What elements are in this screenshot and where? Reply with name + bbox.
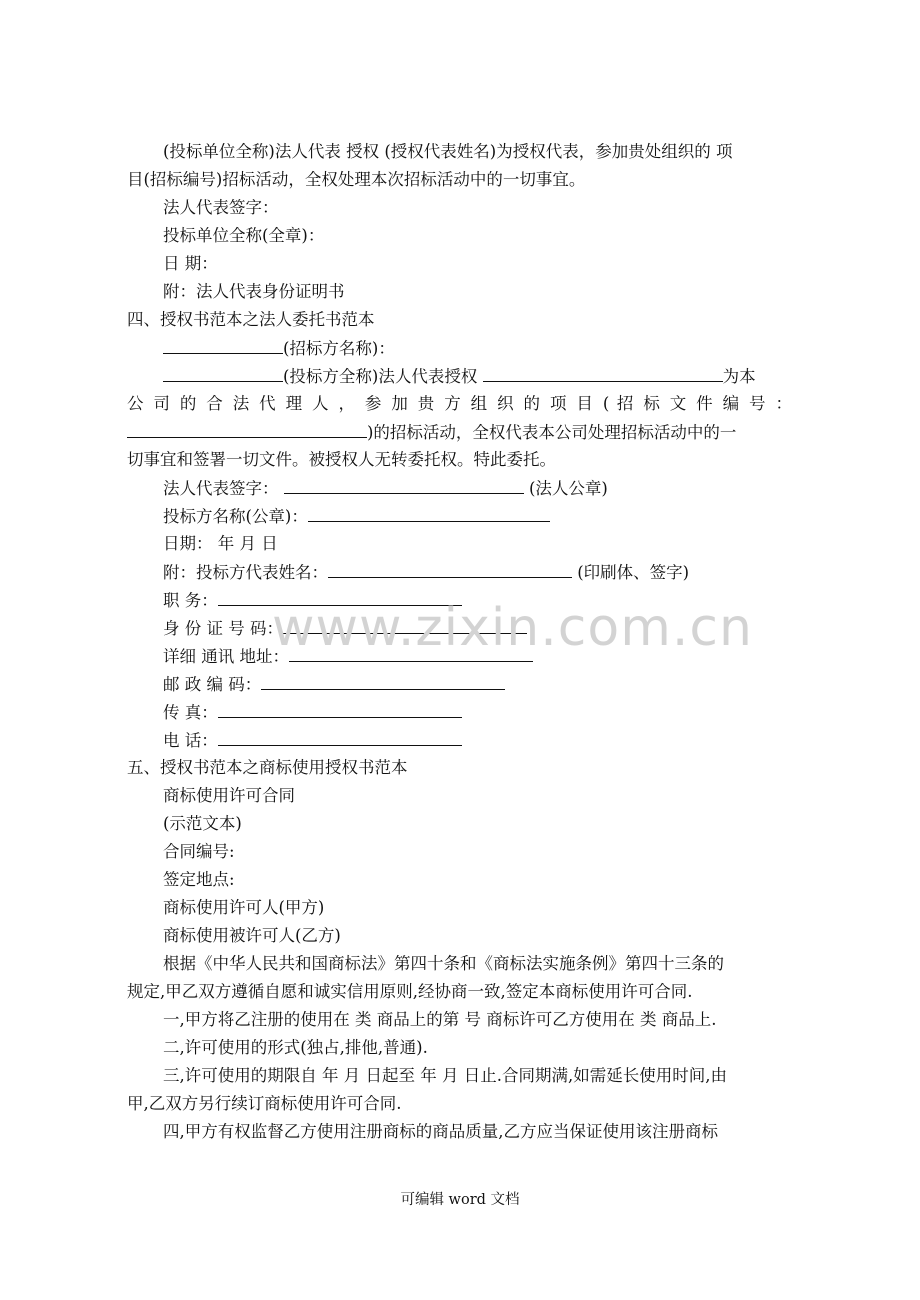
fill-blank: [218, 728, 462, 746]
text-line: 合同编号:: [163, 842, 235, 861]
text-line: 商标使用被许可人(乙方): [163, 926, 341, 945]
text-segment: 为本: [722, 367, 756, 386]
text-line: 日期： 年 月 日: [163, 534, 278, 553]
text-segment: (投标方全称)法人代表授权: [283, 367, 478, 386]
text-line: [127, 392, 792, 416]
page-footer: 可编辑 word 文档: [400, 1192, 520, 1208]
text-line: 根据《中华人民共和国商标法》第四十条和《商标法实施条例》第四十三条的: [163, 954, 724, 973]
text-segment: 邮 政 编 码：: [163, 675, 262, 694]
text-line: 法人代表签字：: [163, 198, 279, 217]
text-line: 商标使用许可合同: [163, 786, 295, 805]
text-line: [163, 728, 462, 753]
text-line: 商标使用许可人(甲方): [163, 898, 325, 917]
text-line: 附：法人代表身份证明书: [163, 282, 345, 301]
text-segment: 法人代表签字：: [163, 479, 279, 498]
text-line: 投标单位全称(全章)：: [163, 226, 325, 245]
text-segment: 职 务：: [163, 591, 218, 610]
text-line: (示范文本): [163, 814, 242, 833]
text-line: 一,甲方将乙注册的使用在 类 商品上的第 号 商标许可乙方使用在 类 商品上.: [163, 1010, 717, 1029]
text-line: 签定地点:: [163, 870, 235, 889]
text-line: 甲,乙双方另行续订商标使用许可合同.: [127, 1094, 402, 1113]
text-segment: 详细 通讯 地址：: [163, 647, 289, 666]
text-line: 切事宜和签署一切文件。被授权人无转委托权。特此委托。: [127, 450, 556, 469]
fill-blank: [328, 560, 572, 578]
fill-blank: [308, 504, 550, 522]
fill-blank: [284, 476, 524, 494]
text-line: 目(招标编号)招标活动，全权处理本次招标活动中的一切事宜。: [127, 170, 586, 189]
fill-blank: [127, 420, 367, 438]
text-line: 三,许可使用的期限自 年 月 日起至 年 月 日止.合同期满,如需延长使用时间,由: [163, 1066, 727, 1085]
text-line: 四,甲方有权监督乙方使用注册商标的商品质量,乙方应当保证使用该注册商标: [163, 1122, 718, 1141]
text-line: 规定,甲乙双方遵循自愿和诚实信用原则,经协商一致,签定本商标使用许可合同.: [127, 982, 693, 1001]
text-segment: (招标方名称)：: [283, 339, 395, 358]
text-line: [163, 476, 608, 501]
fill-blank: [218, 700, 462, 718]
text-segment: (印刷体、签字): [577, 563, 690, 582]
text-segment: )的招标活动，全权代表本公司处理招标活动中的一: [367, 423, 737, 442]
text-line: [163, 336, 395, 361]
fill-blank: [261, 672, 505, 690]
text-line: [163, 560, 689, 585]
text-line: [127, 420, 736, 445]
text-line: (投标单位全称)法人代表 授权 (授权代表姓名)为授权代表，参加贵处组织的 项: [163, 142, 733, 161]
text-line: [163, 504, 550, 529]
text-segment: (法人公章): [529, 479, 608, 498]
text-line: [163, 672, 505, 697]
text-segment: 传 真：: [163, 703, 218, 722]
text-segment: 附：投标方代表姓名：: [163, 563, 328, 582]
fill-blank: [163, 364, 283, 382]
fill-blank: [163, 336, 283, 354]
watermark: www.zixin.com.cn: [272, 598, 753, 658]
text-line: 日 期：: [163, 254, 218, 273]
fill-blank: [483, 364, 723, 382]
text-segment: 电 话：: [163, 731, 218, 750]
section-heading: 四、授权书范本之法人委托书范本: [127, 310, 375, 329]
text-segment: 投标方名称(公章)：: [163, 507, 308, 526]
text-line: 二,许可使用的形式(独占,排他,普通).: [163, 1038, 428, 1057]
justified-text: 公 司 的 合 法 代 理 人 ， 参 加 贵 方 组 织 的 项 目 ( 招 标 文 件 编 号 ：: [127, 394, 792, 413]
text-line: [163, 700, 462, 725]
text-segment: 身 份 证 号 码：: [163, 619, 283, 638]
section-heading: 五、授权书范本之商标使用授权书范本: [127, 758, 408, 777]
text-line: [163, 364, 756, 389]
